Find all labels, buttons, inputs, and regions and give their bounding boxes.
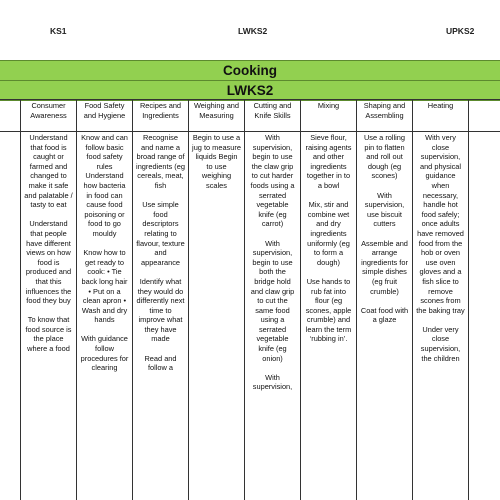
table-header-row xyxy=(0,100,500,132)
cell-paragraph: Identify what they would do differently next time to improve what they have made xyxy=(136,276,185,344)
cell-paragraph: Read and follow a xyxy=(144,353,177,373)
table-cell xyxy=(301,132,357,500)
column-header: Consumer Awareness xyxy=(21,100,77,132)
cell-paragraph: Assemble and arrange ingredients for simple dishes (eg fruit crumble) xyxy=(361,238,408,296)
column-header: Mixing xyxy=(301,100,357,132)
table-cell xyxy=(189,132,245,500)
skills-table xyxy=(0,99,500,500)
cell-paragraph: Understand that people have different views on how food is produced and that this influences the food they buy xyxy=(25,219,72,306)
cell-paragraph: Know how to get ready to cook: • Tie back long hair • Put on a clean apron • Wash and dry hands xyxy=(81,248,128,325)
stage-label-ks1: KS1 xyxy=(50,26,67,36)
cell-paragraph: With supervision, use biscuit cutters xyxy=(364,190,405,229)
column-header xyxy=(0,100,21,132)
stage-label-upks2: UPKS2 xyxy=(446,26,475,36)
cell-paragraph: Understand that food is caught or farmed and changed to make it safe and palatable / tasty to eat xyxy=(24,133,73,210)
table-cell xyxy=(245,132,301,500)
cell-paragraph: Recognise and name a broad range of ingredients (eg cereals, meat, fish xyxy=(136,133,185,190)
cell-paragraph: With supervision, begin to use both the bridge hold and claw grip to cut the same food using a serrated vegetable knife (eg onion) xyxy=(250,238,295,363)
cell-paragraph: With guidance follow procedures for clearing xyxy=(80,334,129,373)
table-cell xyxy=(21,132,77,500)
page-subtitle: LWKS2 xyxy=(0,80,500,101)
table-row xyxy=(0,132,500,500)
page-title: Cooking xyxy=(0,60,500,82)
cell-paragraph: With supervision, begin to use the claw grip to cut harder foods using a serrated vegetable knife (eg carrot) xyxy=(250,133,295,229)
column-header: Food Safety and Hygiene xyxy=(77,100,133,132)
cell-paragraph: Mix, stir and combine wet and dry ingredients uniformly (eg to form a dough) xyxy=(307,200,350,267)
stage-label-lwks2: LWKS2 xyxy=(238,26,268,36)
column-header xyxy=(469,100,500,132)
column-header: Shaping and Assembling xyxy=(357,100,413,132)
cell-paragraph: Sieve flour, raising agents and other ingredients together in to a bowl xyxy=(305,133,352,190)
cell-paragraph: Use hands to rub fat into flour (eg scones, apple crumble) and learn the term ‘rubbing in’. xyxy=(305,276,352,344)
cell-paragraph: To know that food source is the place where a food xyxy=(25,315,72,354)
table-cell xyxy=(413,132,469,500)
cell-paragraph: Know and can follow basic food safety rules Understand how bacteria in food can cause food poisoning or food to go mouldy xyxy=(81,133,128,238)
table-cell xyxy=(0,132,21,500)
cell-paragraph: Coat food with a glaze xyxy=(360,305,409,325)
cell-paragraph: Use a rolling pin to flatten and roll out dough (eg scones) xyxy=(363,133,406,181)
table-cell xyxy=(77,132,133,500)
column-header: Heating xyxy=(413,100,469,132)
table-cell xyxy=(133,132,189,500)
cell-paragraph: With supervision, xyxy=(252,372,293,392)
cell-paragraph: Under very close supervision, the children xyxy=(420,324,461,363)
column-header: Recipes and Ingredients xyxy=(133,100,189,132)
column-header: Weighing and Measuring xyxy=(189,100,245,132)
cell-paragraph: Use simple food descriptors relating to flavour, texture and appearance xyxy=(136,200,185,267)
skills-table-wrap xyxy=(0,99,500,500)
table-cell xyxy=(357,132,413,500)
cell-paragraph: With very close supervision, and physical guidance when necessary, handle hot food safely; once adults have removed food from the hob or oven use oven gloves and a fish slice to remove scones from the baking tray xyxy=(416,133,465,315)
key-stage-row xyxy=(0,26,500,42)
cell-paragraph: Begin to use a jug to measure liquids Begin to use weighing scales xyxy=(192,133,241,190)
table-cell xyxy=(469,132,500,500)
column-header: Cutting and Knife Skills xyxy=(245,100,301,132)
